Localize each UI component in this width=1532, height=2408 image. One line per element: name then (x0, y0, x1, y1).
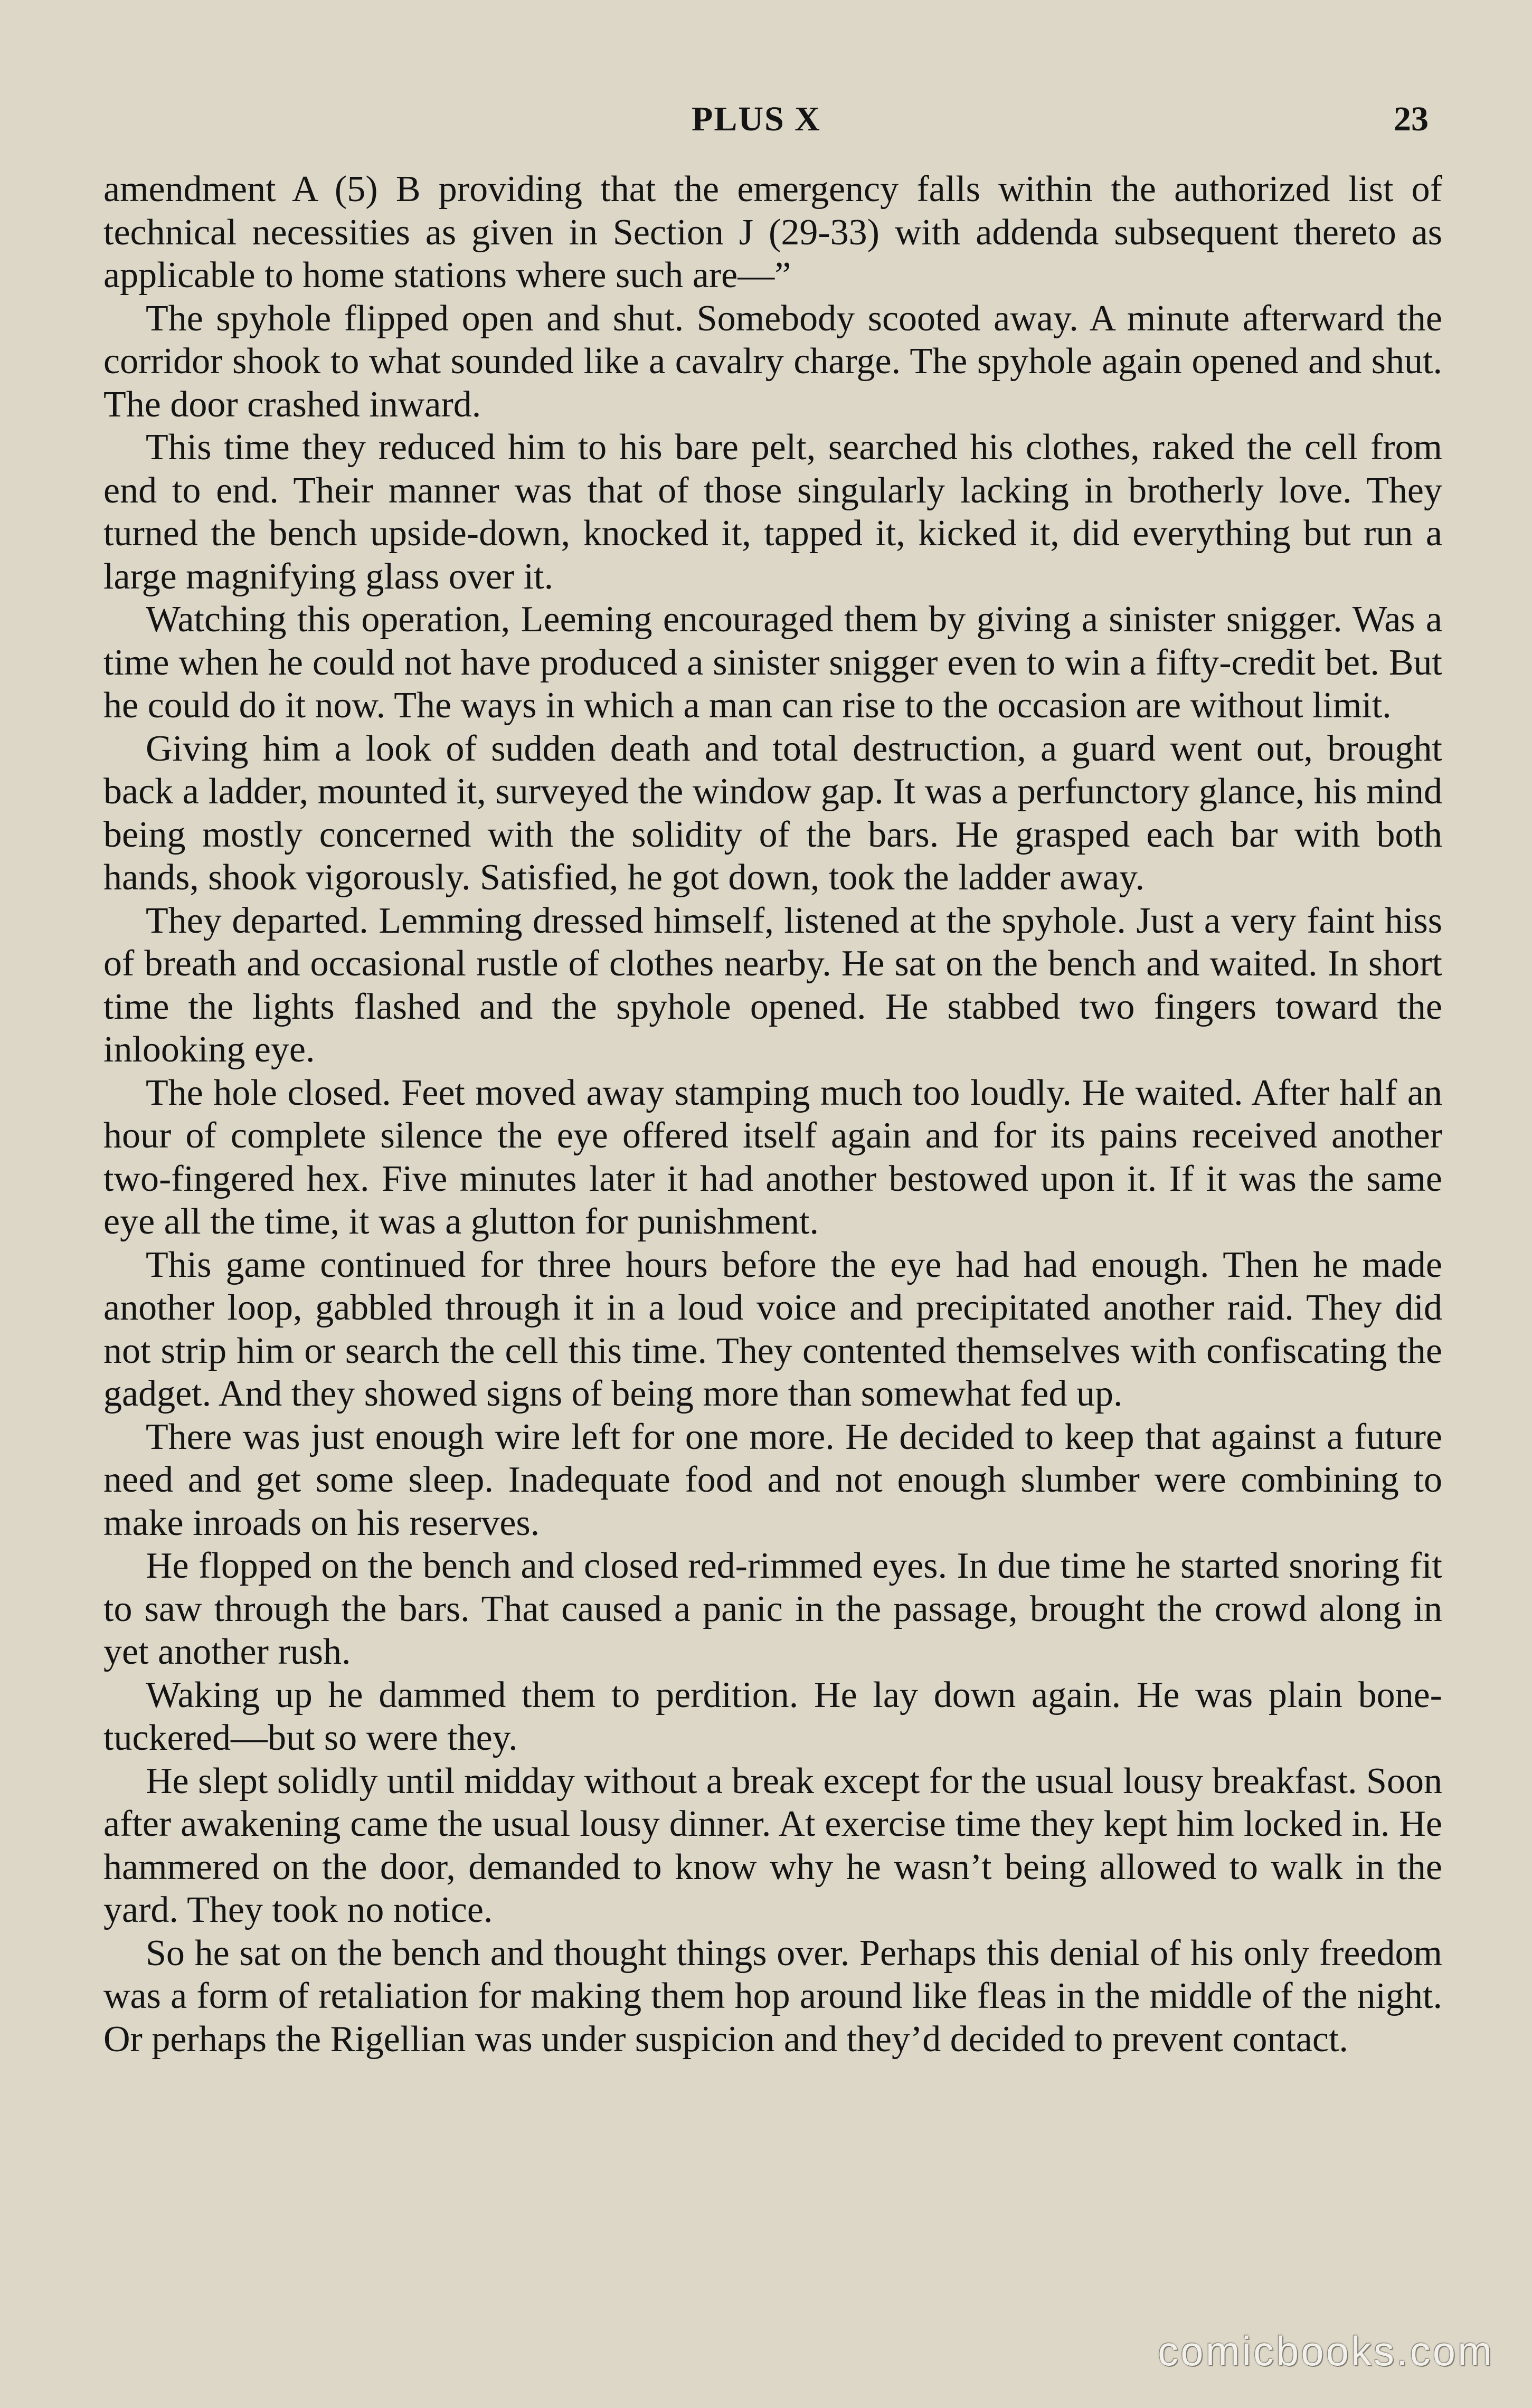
paragraph: The hole closed. Feet moved away stamping much too loudly. He waited. After half an hour of complete silence the eye offered itself again and for its pains received another two-fingered hex. Five minutes later it had another bestowed upon it. If it was the same eye all the time, it was a glutton for punishment. (103, 1072, 1442, 1242)
paragraph: This game continued for three hours before the eye had had enough. Then he made another loop, gabbled through it in a loud voice and precipitated another raid. They did not strip him or search the cell this time. They contented themselves with confiscating the gadget. And they showed signs of being more than somewhat fed up. (103, 1244, 1442, 1414)
paragraph: Waking up he dammed them to perdition. He lay down again. He was plain bone-tuckered—but so were they. (103, 1674, 1442, 1758)
paragraph: This time they reduced him to his bare pelt, searched his clothes, raked the cell from end to end. Their manner was that of those singularly lacking in brotherly love. They turned the bench upside-down, knocked it, tapped it, kicked it, did everything but run a large magnifying glass over it. (103, 427, 1442, 597)
paragraph: Giving him a look of sudden death and total destruction, a guard went out, brought back a ladder, mounted it, surveyed the window gap. It was a perfunctory glance, his mind being mostly concerned with the solidity of the bars. He grasped each bar with both hands, shook vigorously. Satisfied, he got down, took the ladder away. (103, 728, 1442, 898)
paragraph: amendment A (5) B providing that the emergency falls within the authorized list of technical necessities as given in Section J (29-33) with addenda subsequent thereto as applicable to home stations where such are—” (103, 169, 1442, 296)
paragraph: They departed. Lemming dressed himself, listened at the spyhole. Just a very faint hiss of breath and occasional rustle of clothes nearby. He sat on the bench and waited. In short time the lights flashed and the spyhole opened. He stabbed two fingers toward the inlooking eye. (103, 900, 1442, 1070)
paragraph: He slept solidly until midday without a break except for the usual lousy breakfast. Soon after awakening came the usual lousy dinner. At exercise time they kept him locked in. He hammered on the door, demanded to know why he wasn’t being allowed to walk in the yard. They took no notice. (103, 1760, 1442, 1930)
page-number: 23 (1394, 100, 1429, 138)
page-header (0, 99, 1532, 147)
paragraph: So he sat on the bench and thought things over. Perhaps this denial of his only freedom was a form of retaliation for making them hop around like fleas in the middle of the night. Or perhaps the Rigellian was under suspicion and they’d decided to prevent contact. (103, 1932, 1442, 2060)
body-text (103, 168, 1442, 2061)
running-title: PLUS X (692, 100, 821, 138)
paragraph: He flopped on the bench and closed red-rimmed eyes. In due time he started snoring fit to saw through the bars. That caused a panic in the passage, brought the crowd along in yet another rush. (103, 1546, 1442, 1672)
watermark: comicbooks.com (1158, 2328, 1494, 2374)
paragraph: The spyhole flipped open and shut. Somebody scooted away. A minute afterward the corridor shook to what sounded like a cavalry charge. The spyhole again opened and shut. The door crashed inward. (103, 298, 1442, 425)
paragraph: There was just enough wire left for one more. He decided to keep that against a future need and get some sleep. Inadequate food and not enough slumber were combining to make inroads on his reserves. (103, 1416, 1442, 1543)
paragraph: Watching this operation, Leeming encouraged them by giving a sinister snigger. Was a time when he could not have produced a sinister snigger even to win a fifty-credit bet. But he could do it now. The ways in which a man can rise to the occasion are without limit. (103, 599, 1442, 726)
